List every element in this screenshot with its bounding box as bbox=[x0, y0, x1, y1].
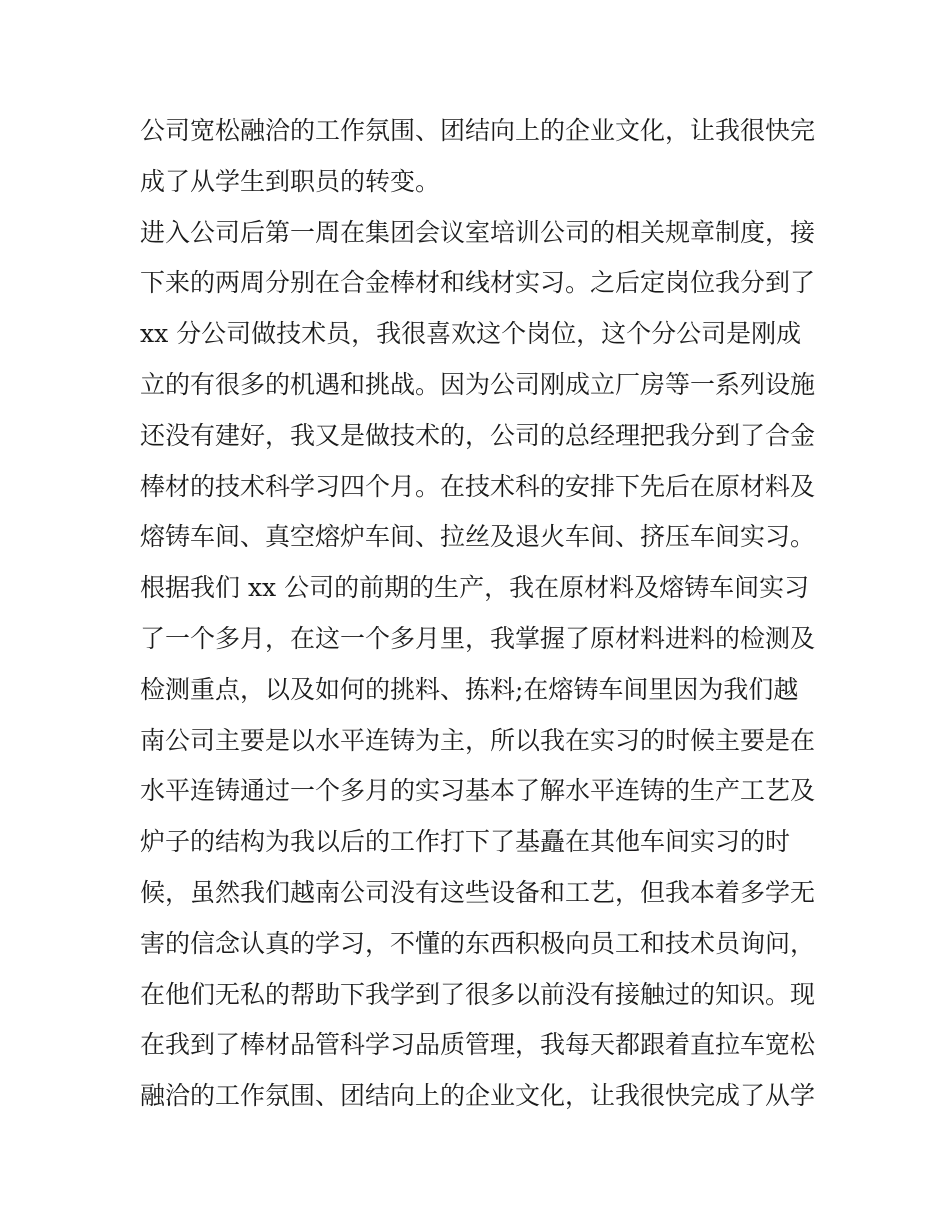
text-line: 害的信念认真的学习，不懂的东西积极向员工和技术员询问， bbox=[140, 928, 816, 958]
text-line: 根据我们 xx 公司的前期的生产，我在原材料及熔铸车间实习 bbox=[140, 573, 810, 603]
text-line: 在他们无私的帮助下我学到了很多以前没有接触过的知识。现 bbox=[140, 979, 816, 1009]
text-line: 检测重点，以及如何的挑料、拣料;在熔铸车间里因为我们越 bbox=[140, 674, 799, 704]
text-line: 下来的两周分别在合金棒材和线材实习。之后定岗位我分到了 bbox=[140, 268, 816, 298]
text-line: 还没有建好，我又是做技术的，公司的总经理把我分到了合金 bbox=[140, 420, 816, 450]
text-line: 炉子的结构为我以后的工作打下了基矗在其他车间实习的时 bbox=[140, 827, 791, 857]
text-line: 熔铸车间、真空熔炉车间、拉丝及退火车间、挤压车间实习。 bbox=[140, 522, 816, 552]
text-line: xx 分公司做技术员，我很喜欢这个岗位，这个分公司是刚成 bbox=[140, 319, 802, 349]
text-line: 了一个多月，在这一个多月里，我掌握了原材料进料的检测及 bbox=[140, 623, 816, 653]
text-line: 成了从学生到职员的转变。 bbox=[140, 166, 441, 196]
document-body bbox=[140, 106, 820, 1122]
text-line: 在我到了棒材品管科学习品质管理，我每天都跟着直拉车宽松 bbox=[140, 1030, 816, 1060]
text-line: 融洽的工作氛围、团结向上的企业文化，让我很快完成了从学 bbox=[140, 1081, 816, 1111]
text-line: 水平连铸通过一个多月的实习基本了解水平连铸的生产工艺及 bbox=[140, 776, 816, 806]
text-line: 公司宽松融洽的工作氛围、团结向上的企业文化，让我很快完 bbox=[140, 116, 816, 145]
text-line: 立的有很多的机遇和挑战。因为公司刚成立厂房等一系列设施 bbox=[140, 369, 816, 399]
text-line: 棒材的技术科学习四个月。在技术科的安排下先后在原材料及 bbox=[140, 471, 816, 501]
text-line: 候，虽然我们越南公司没有这些设备和工艺，但我本着多学无 bbox=[140, 877, 816, 907]
text-line: 南公司主要是以水平连铸为主，所以我在实习的时候主要是在 bbox=[140, 725, 816, 755]
text-line: 进入公司后第一周在集团会议室培训公司的相关规章制度，接 bbox=[140, 217, 816, 247]
